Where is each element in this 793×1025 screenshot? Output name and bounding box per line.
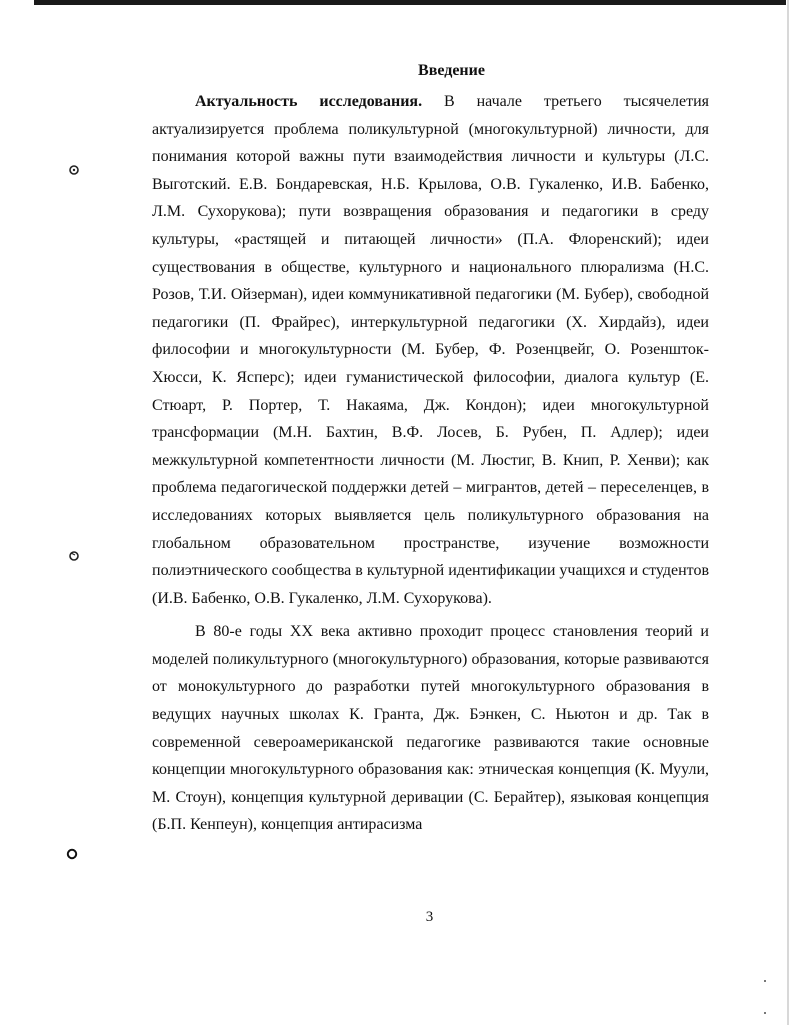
paragraph-lead: Актуальность исследования. (195, 93, 423, 110)
paragraph (152, 618, 709, 839)
scan-speck (764, 1012, 766, 1014)
binder-hole-icon (66, 848, 78, 860)
scan-right-edge (787, 0, 789, 1025)
page-heading: Введение (418, 62, 485, 79)
scan-speck (764, 980, 766, 982)
scan-top-border (34, 0, 786, 5)
page-number: 3 (425, 909, 434, 925)
paragraph (152, 88, 709, 612)
paragraph-text: В начале третьего тысячелетия актуализируется проблема поликультурной (многокультурной) личности, для понимания которой важны пути взаимодействия личности и культуры (Л.С. Выготский. Е.В. Бондаревская, Н.Б. Крылова, О.В. Гукаленко, И.В. Бабенко, Л.М. Сухорукова); пути возвращения образования и педагогики в среду культуры, «растящей и питающей личности» (П.А. Флоренский); идеи существования в обществе, культурного и национального плюрализма (Н.С. Розов, Т.И. Ойзерман), идеи коммуникативной педагогики (М. Бубер), свободной педагогики (П. Фрайрес), интеркультурной педагогики (Х. Хирдайз), идеи философии и многокультурности (М. Бубер, Ф. Розенцвейг, О. Розеншток-Хюсси, К. Ясперс); идеи гуманистической философии, диалога культур (Е. Стюарт, Р. Портер, Т. Накаяма, Дж. Кондон); идеи многокультурной трансформации (М.Н. Бахтин, В.Ф. Лосев, Б. Рубен, П. Адлер); идеи межкультурной компетентности личности (М. Люстиг, В. Книп, Р. Хенви); как проблема педагогической поддержки детей – мигрантов, детей – переселенцев, в исследованиях которых выявляется цель поликультурного образования на глобальном образовательном пространстве, изучение возможности полиэтнического сообщества в культурной идентификации учащихся и студентов (И.В. Бабенко, О.В. Гукаленко, Л.М. Сухорукова). (152, 93, 710, 607)
paragraph-text: В 80-е годы XX века активно проходит процесс становления теорий и моделей поликультурного (многокультурного) образования, которые развиваются от монокультурного до разработки путей многокультурного образования в ведущих научных школах К. Гранта, Дж. Бэнкен, С. Ньютон и др. Так в современной североамериканской педагогике развиваются такие основные концепции многокультурного образования как: этническая концепция (К. Муули, М. Стоун), концепция культурной деривации (С. Берайтер), языковая концепция (Б.П. Кенпеун), концепция антирасизма (152, 623, 709, 834)
binder-hole-icon (68, 550, 80, 562)
binder-hole-icon (68, 164, 80, 176)
body-text (152, 88, 709, 839)
